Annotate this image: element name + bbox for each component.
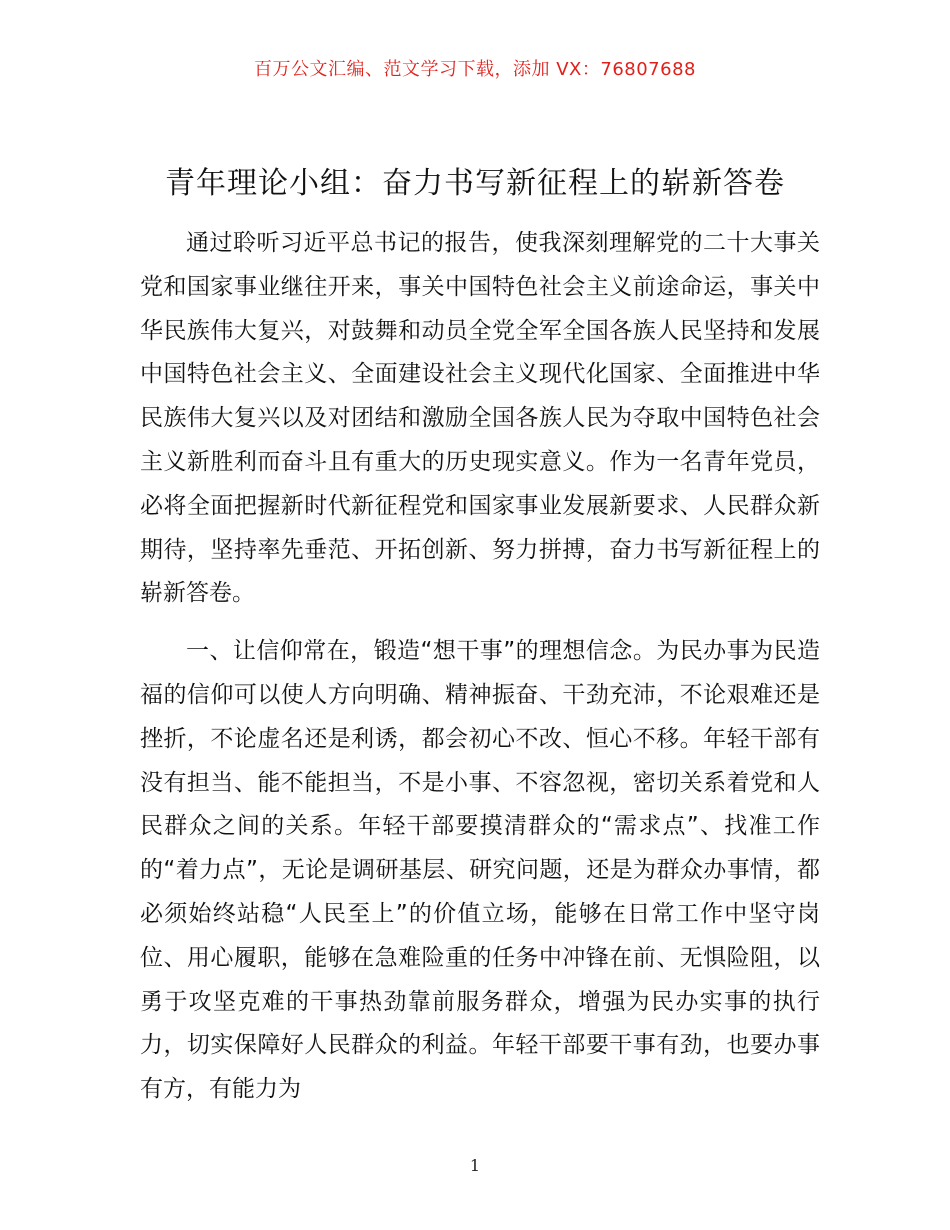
page-number: 1: [469, 1156, 481, 1175]
document-title: 青年理论小组：奋力书写新征程上的崭新答卷: [165, 166, 785, 201]
paragraph-intro: 通过聆听习近平总书记的报告，使我深刻理解党的二十大事关党和国家事业继往开来，事关中国特色社会主义前途命运，事关中华民族伟大复兴，对鼓舞和动员全党全军全国各族人民坚持和发展中国特色社会主义、全面建设社会主义现代化国家、全面推进中华民族伟大复兴以及对团结和激励全国各族人民为夺取中国特色社会主义新胜利而奋斗且有重大的历史现实意义。作为一名青年党员，必将全面把握新时代新征程党和国家事业发展新要求、人民群众新期待，坚持率先垂范、开拓创新、努力拼搏，奋力书写新征程上的崭新答卷。: [140, 230, 820, 607]
document-body: [140, 222, 820, 1126]
paragraph-section-one: 一、让信仰常在，锻造“想干事”的理想信念。为民办事为民造福的信仰可以使人方向明确、精神振奋、干劲充沛，不论艰难还是挫折，不论虚名还是利诱，都会初心不改、恒心不移。年轻干部有没有担当、能不能担当，不是小事、不容忽视，密切关系着党和人民群众之间的关系。年轻干部要摸清群众的“需求点”、找准工作的“着力点”，无论是调研基层、研究问题，还是为群众办事情，都必须始终站稳“人民至上”的价值立场，能够在日常工作中坚守岗位、用心履职，能够在急难险重的任务中冲锋在前、无惧险阻，以勇于攻坚克难的干事热劲靠前服务群众，增强为民办实事的执行力，切实保障好人民群众的利益。年轻干部要干事有劲，也要办事有方，有能力为: [140, 638, 820, 1103]
header-note: 百万公文汇编、范文学习下载，添加 VX：76807688: [254, 59, 696, 80]
